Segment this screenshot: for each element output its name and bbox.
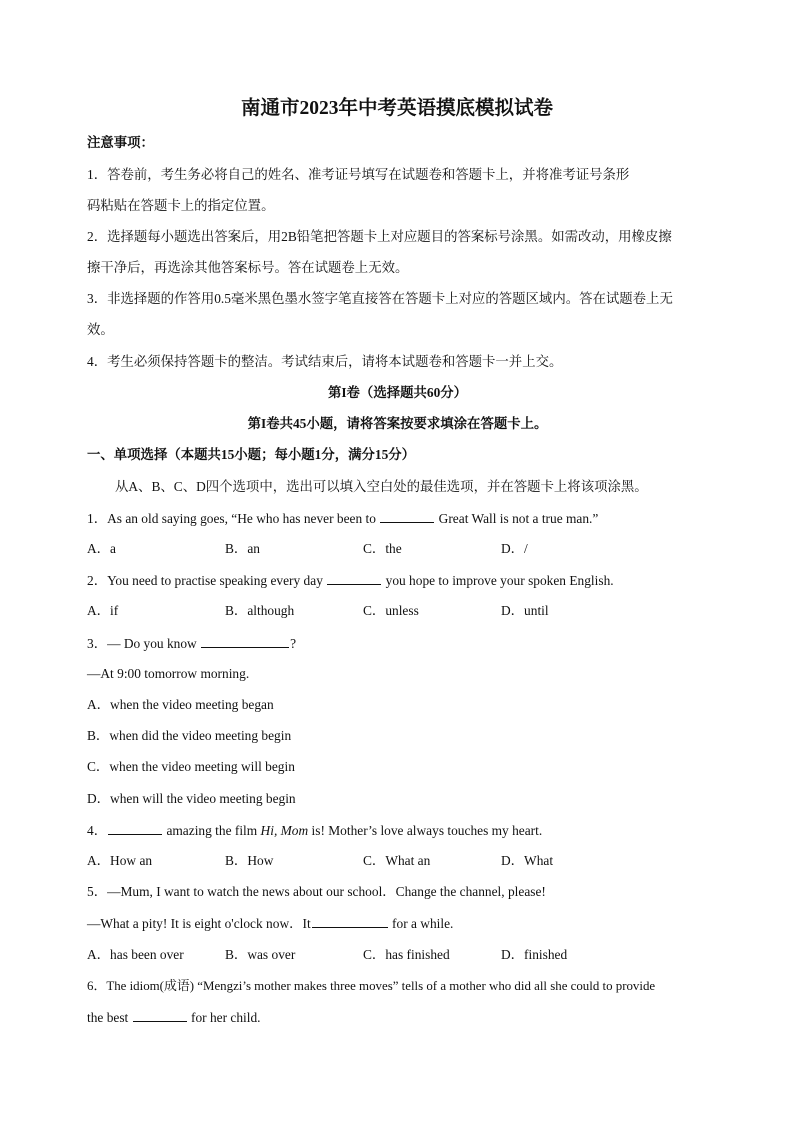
notice-line: 2．选择题每小题选出答案后，用2B铅笔把答题卡上对应题目的答案标号涂黑。如需改动，用橡皮擦	[87, 229, 672, 244]
question-number: 4．	[87, 823, 108, 838]
option-a: A．if	[87, 603, 119, 618]
question-1	[87, 508, 708, 529]
option-b: B．was over	[225, 947, 296, 962]
exam-title: 南通市2023年中考英语摸底模拟试卷	[240, 98, 553, 119]
question-5: 5．—Mum, I want to watch the news about our school．Change the channel, please!	[87, 884, 546, 899]
option-c: C．unless	[363, 603, 419, 618]
option-a: A．a	[87, 541, 117, 556]
question-text: 3．— Do you know	[87, 636, 197, 651]
answer-blank	[108, 820, 162, 835]
option-b: B．an	[225, 541, 260, 556]
option-a: A．How an	[87, 853, 153, 868]
notice-line: 码粘贴在答题卡上的指定位置。	[87, 198, 275, 213]
question-text: ?	[290, 636, 297, 651]
option-d: D．What	[501, 853, 554, 868]
part-subheading: 第I卷共45小题，请将答案按要求填涂在答题卡上。	[247, 416, 548, 431]
option-a: A．has been over	[87, 947, 184, 962]
question-5-options	[87, 945, 708, 965]
question-text: the best	[87, 1010, 129, 1025]
question-4	[87, 820, 708, 841]
answer-blank	[201, 633, 289, 648]
option-d: D．/	[501, 541, 528, 556]
question-text: you hope to improve your spoken English.	[385, 573, 614, 588]
question-text: amazing the film	[166, 823, 258, 838]
option-c: C．the	[363, 541, 402, 556]
notice-line: 1．答卷前，考生务必将自己的姓名、准考证号填写在试题卷和答题卡上，并将准考证号条形	[87, 167, 630, 182]
question-3	[87, 633, 708, 654]
question-text: for her child.	[191, 1010, 261, 1025]
option-b: B．How	[225, 853, 274, 868]
question-3-reply: —At 9:00 tomorrow morning.	[87, 666, 250, 681]
question-5-reply	[87, 913, 708, 934]
question-2-options	[87, 601, 708, 621]
option-b: B．when did the video meeting begin	[87, 728, 292, 743]
question-text: is! Mother’s love always touches my heart.	[311, 823, 543, 838]
option-d: D．finished	[501, 947, 568, 962]
section-instruction: 从A、B、C、D四个选项中，选出可以填入空白处的最佳选项，并在答题卡上将该项涂黑。	[115, 479, 648, 494]
question-text: for a while.	[392, 916, 454, 931]
part-heading: 第I卷（选择题共60分）	[327, 385, 468, 400]
option-b: B．although	[225, 603, 295, 618]
notice-line: 效。	[87, 322, 114, 337]
question-6-cont	[87, 1007, 708, 1028]
film-title: Hi, Mom	[260, 823, 309, 838]
option-c: C．when the video meeting will begin	[87, 759, 295, 774]
answer-blank	[327, 570, 381, 585]
question-2	[87, 570, 708, 591]
question-6: 6．The idiom(成语) “Mengzi’s mother makes three moves” tells of a mother who did all she could to provide	[87, 979, 656, 993]
notice-line: 擦干净后，再选涂其他答案标号。答在试题卷上无效。	[87, 260, 409, 275]
question-4-options	[87, 851, 708, 871]
question-text: —What a pity! It is eight o'clock now．It	[87, 916, 311, 931]
notice-heading: 注意事项：	[87, 135, 154, 150]
answer-blank	[133, 1007, 187, 1022]
option-c: C．has finished	[363, 947, 450, 962]
question-1-options	[87, 539, 708, 559]
answer-blank	[380, 508, 434, 523]
question-text: 2．You need to practise speaking every day	[87, 573, 323, 588]
option-a: A．when the video meeting began	[87, 697, 274, 712]
notice-line: 3．非选择题的作答用0.5毫米黑色墨水签字笔直接答在答题卡上对应的答题区域内。答在试题卷上无	[87, 291, 673, 306]
option-d: D．until	[501, 603, 549, 618]
answer-blank	[312, 913, 388, 928]
question-text: 1．As an old saying goes, “He who has never been to	[87, 511, 376, 526]
section-heading: 一、单项选择（本题共15小题；每小题1分，满分15分）	[87, 447, 416, 462]
option-c: C．What an	[363, 853, 431, 868]
option-d: D．when will the video meeting begin	[87, 791, 296, 806]
question-text: Great Wall is not a true man.”	[438, 511, 599, 526]
notice-line: 4．考生必须保持答题卡的整洁。考试结束后，请将本试题卷和答题卡一并上交。	[87, 354, 563, 369]
